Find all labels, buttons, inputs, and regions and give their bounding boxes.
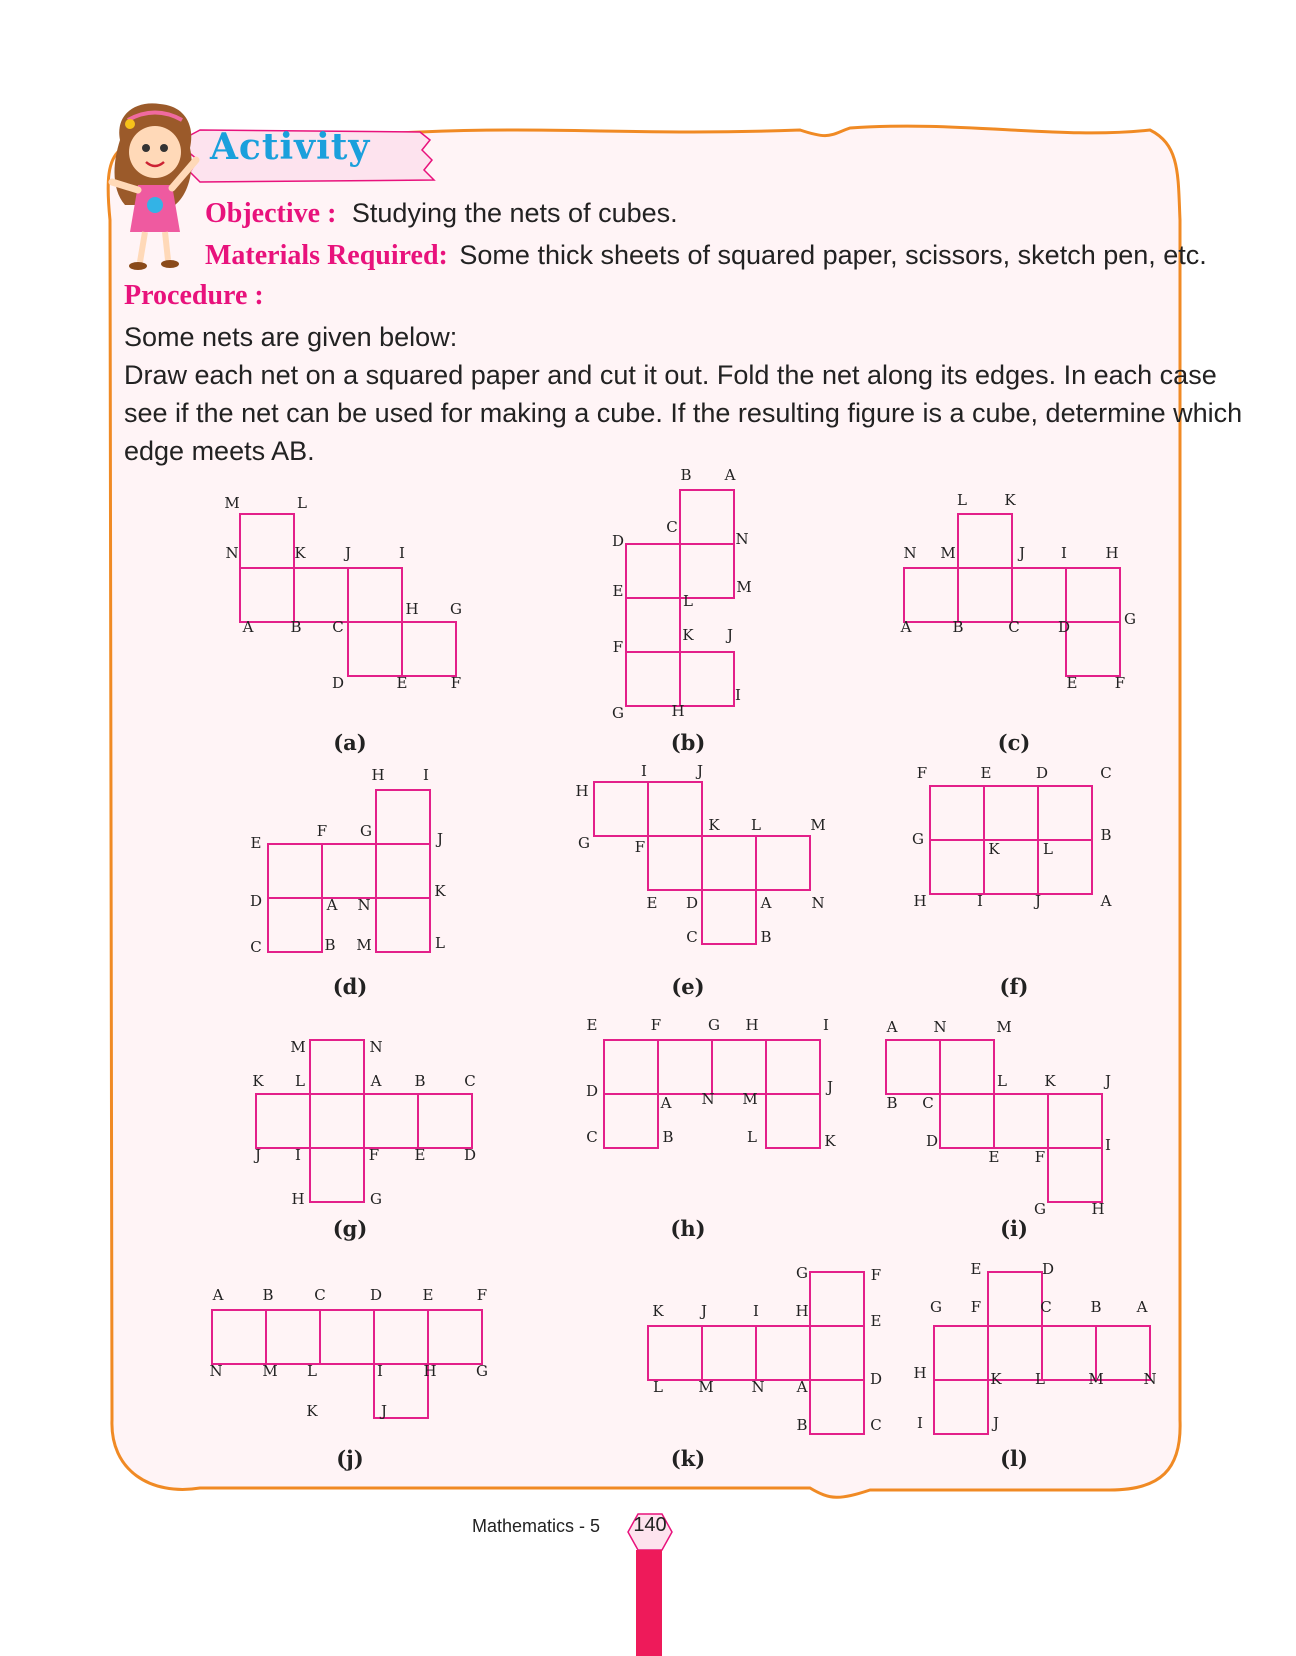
net-square	[268, 898, 322, 952]
net-caption: (i)	[1000, 1216, 1028, 1241]
net-square	[348, 622, 402, 676]
vertex-label: L	[747, 1128, 757, 1146]
vertex-label: F	[316, 822, 328, 840]
net-square	[266, 1310, 320, 1364]
vertex-label: K	[1004, 491, 1016, 509]
vertex-label: C	[1008, 618, 1020, 636]
vertex-label: A	[660, 1094, 672, 1112]
intro-text: Some nets are given below:	[124, 322, 458, 352]
vertex-label: B	[324, 936, 336, 954]
vertex-label: F	[368, 1146, 380, 1164]
vertex-label: M	[262, 1362, 278, 1380]
net-j	[209, 1286, 488, 1471]
net-square	[1066, 622, 1120, 676]
vertex-label: I	[753, 1302, 759, 1320]
vertex-label: K	[294, 544, 306, 562]
vertex-label: M	[698, 1378, 714, 1396]
net-square	[930, 786, 984, 840]
net-square	[1012, 568, 1066, 622]
vertex-label: J	[826, 1078, 834, 1096]
net-square	[702, 890, 756, 944]
net-square	[604, 1094, 658, 1148]
vertex-label: D	[1035, 764, 1049, 782]
net-square	[256, 1094, 310, 1148]
net-b	[612, 466, 752, 755]
net-square	[322, 844, 376, 898]
vertex-label: J	[726, 626, 734, 644]
page-number: 140	[633, 1514, 667, 1536]
vertex-label: F	[1114, 674, 1126, 692]
vertex-label: D	[685, 894, 699, 912]
vertex-label: H	[575, 782, 589, 800]
vertex-label: F	[970, 1298, 982, 1316]
vertex-label: N	[903, 544, 917, 562]
vertex-label: C	[686, 928, 698, 946]
vertex-label: G	[912, 830, 924, 848]
net-d	[250, 766, 446, 999]
net-square	[988, 1272, 1042, 1326]
vertex-label: L	[1043, 840, 1053, 858]
vertex-label: K	[652, 1302, 664, 1320]
vertex-label: F	[634, 838, 646, 856]
net-square	[376, 844, 430, 898]
vertex-label: M	[356, 936, 372, 954]
vertex-label: J	[1034, 892, 1042, 910]
vertex-label: L	[297, 494, 307, 512]
vertex-label: K	[708, 816, 720, 834]
vertex-label: G	[1034, 1200, 1046, 1218]
net-square	[984, 786, 1038, 840]
vertex-label: A	[724, 466, 736, 484]
vertex-label: L	[435, 934, 445, 952]
vertex-label: C	[586, 1128, 598, 1146]
vertex-label: H	[913, 892, 927, 910]
vertex-label: G	[612, 704, 624, 722]
vertex-label: K	[824, 1132, 836, 1150]
vertex-label: B	[414, 1072, 426, 1090]
vertex-label: J	[1104, 1072, 1112, 1090]
vertex-label: K	[988, 840, 1000, 858]
vertex-label: H	[745, 1016, 759, 1034]
vertex-label: D	[611, 532, 625, 550]
net-square	[376, 898, 430, 952]
vertex-label: E	[1066, 674, 1078, 692]
vertex-label: A	[760, 894, 772, 912]
vertex-label: N	[209, 1362, 223, 1380]
vertex-label: M	[810, 816, 826, 834]
vertex-label: K	[990, 1370, 1002, 1388]
net-square	[1038, 786, 1092, 840]
net-square	[940, 1040, 994, 1094]
vertex-label: N	[751, 1378, 765, 1396]
vertex-label: G	[370, 1190, 382, 1208]
instruction-line-3: edge meets AB.	[124, 436, 315, 466]
vertex-label: N	[225, 544, 239, 562]
net-square	[626, 652, 680, 706]
net-square	[958, 514, 1012, 568]
vertex-label: L	[295, 1072, 305, 1090]
vertex-label: G	[360, 822, 372, 840]
net-caption: (f)	[999, 974, 1029, 999]
net-caption: (e)	[671, 974, 705, 999]
vertex-label: F	[1034, 1148, 1046, 1166]
vertex-label: C	[870, 1416, 882, 1434]
net-square	[934, 1380, 988, 1434]
vertex-label: E	[646, 894, 658, 912]
vertex-label: I	[641, 762, 647, 780]
vertex-label: D	[369, 1286, 383, 1304]
net-square	[680, 652, 734, 706]
vertex-label: G	[1124, 610, 1136, 628]
vertex-label: F	[870, 1266, 882, 1284]
vertex-label: I	[423, 766, 429, 784]
vertex-label: B	[290, 618, 302, 636]
net-e	[575, 762, 825, 999]
vertex-label: M	[224, 494, 240, 512]
materials-label: Materials Required:	[205, 240, 448, 271]
net-square	[402, 622, 456, 676]
vertex-label: I	[917, 1414, 923, 1432]
net-square	[1066, 568, 1120, 622]
vertex-label: N	[1143, 1370, 1157, 1388]
vertex-label: E	[612, 582, 624, 600]
vertex-label: C	[250, 938, 262, 956]
net-a	[224, 494, 462, 755]
vertex-label: F	[476, 1286, 488, 1304]
vertex-label: A	[370, 1072, 382, 1090]
vertex-label: C	[922, 1094, 934, 1112]
net-square	[940, 1094, 994, 1148]
vertex-label: J	[344, 544, 352, 562]
vertex-label: K	[306, 1402, 318, 1420]
vertex-label: A	[1100, 892, 1112, 910]
vertex-label: K	[434, 882, 446, 900]
net-square	[376, 790, 430, 844]
net-square	[240, 568, 294, 622]
vertex-label: N	[357, 896, 371, 914]
vertex-label: B	[886, 1094, 898, 1112]
net-caption: (d)	[332, 974, 368, 999]
vertex-label: H	[423, 1362, 437, 1380]
net-square	[594, 782, 648, 836]
net-square	[310, 1040, 364, 1094]
net-square	[364, 1094, 418, 1148]
vertex-label: C	[332, 618, 344, 636]
net-square	[934, 1326, 988, 1380]
net-square	[994, 1094, 1048, 1148]
vertex-label: D	[463, 1146, 477, 1164]
vertex-label: F	[916, 764, 928, 782]
net-square	[712, 1040, 766, 1094]
net-h	[586, 1016, 836, 1241]
net-square	[604, 1040, 658, 1094]
net-caption: (h)	[670, 1216, 706, 1241]
vertex-label: J	[696, 762, 704, 780]
vertex-label: F	[612, 638, 624, 656]
vertex-label: A	[326, 896, 338, 914]
instruction-line-1: Draw each net on a squared paper and cut it out. Fold the net along its edges. In each case	[124, 360, 1217, 390]
net-square	[702, 1326, 756, 1380]
vertex-label: E	[396, 674, 408, 692]
vertex-label: L	[957, 491, 967, 509]
vertex-label: C	[1100, 764, 1112, 782]
vertex-label: D	[249, 892, 263, 910]
net-square	[702, 836, 756, 890]
vertex-label: G	[796, 1264, 808, 1282]
vertex-label: N	[701, 1090, 715, 1108]
net-square	[886, 1040, 940, 1094]
net-square	[766, 1040, 820, 1094]
vertex-label: I	[977, 892, 983, 910]
net-square	[1048, 1094, 1102, 1148]
vertex-label: N	[369, 1038, 383, 1056]
vertex-label: G	[450, 600, 462, 618]
procedure-label: Procedure :	[124, 280, 264, 311]
vertex-label: J	[700, 1302, 708, 1320]
vertex-label: E	[250, 834, 262, 852]
vertex-label: D	[925, 1132, 939, 1150]
net-square	[348, 568, 402, 622]
vertex-label: I	[295, 1146, 301, 1164]
vertex-label: B	[1100, 826, 1112, 844]
net-square	[648, 1326, 702, 1380]
vertex-label: I	[399, 544, 405, 562]
objective-label: Objective :	[205, 198, 337, 229]
vertex-label: H	[671, 702, 685, 720]
net-g	[252, 1038, 476, 1241]
vertex-label: E	[422, 1286, 434, 1304]
vertex-label: E	[414, 1146, 426, 1164]
vertex-label: E	[980, 764, 992, 782]
vertex-label: L	[1035, 1370, 1045, 1388]
net-caption: (k)	[670, 1446, 706, 1471]
net-square	[680, 544, 734, 598]
vertex-label: J	[436, 830, 444, 848]
objective-text: Studying the nets of cubes.	[351, 198, 678, 228]
net-square	[930, 840, 984, 894]
net-square	[756, 1326, 810, 1380]
vertex-label: M	[736, 578, 752, 596]
net-l	[913, 1260, 1156, 1471]
vertex-label: H	[291, 1190, 305, 1208]
vertex-label: L	[751, 816, 761, 834]
net-square	[310, 1148, 364, 1202]
vertex-label: E	[988, 1148, 1000, 1166]
net-square	[626, 544, 680, 598]
net-k	[648, 1264, 882, 1471]
vertex-label: M	[996, 1018, 1012, 1036]
vertex-label: K	[252, 1072, 264, 1090]
vertex-label: L	[683, 592, 693, 610]
vertex-label: J	[254, 1146, 262, 1164]
net-square	[680, 490, 734, 544]
net-square	[428, 1310, 482, 1364]
net-i	[886, 1018, 1111, 1241]
vertex-label: B	[662, 1128, 674, 1146]
vertex-label: B	[760, 928, 772, 946]
activity-title: Activity	[210, 126, 371, 168]
vertex-label: K	[1044, 1072, 1056, 1090]
net-square	[294, 568, 348, 622]
instruction-line-2: see if the net can be used for making a cube. If the resulting figure is a cube, determine which	[124, 398, 1243, 428]
net-square	[212, 1310, 266, 1364]
vertex-label: I	[735, 686, 741, 704]
net-square	[904, 568, 958, 622]
materials-text: Some thick sheets of squared paper, scissors, sketch pen, etc.	[459, 240, 1207, 270]
vertex-label: C	[1040, 1298, 1052, 1316]
vertex-label: I	[823, 1016, 829, 1034]
vertex-label: I	[1061, 544, 1067, 562]
net-square	[418, 1094, 472, 1148]
vertex-label: G	[708, 1016, 720, 1034]
vertex-label: J	[380, 1402, 388, 1420]
net-caption: (c)	[997, 730, 1031, 755]
net-caption: (a)	[333, 730, 367, 755]
vertex-label: H	[1105, 544, 1119, 562]
vertex-label: B	[262, 1286, 274, 1304]
vertex-label: A	[242, 618, 254, 636]
net-square	[766, 1094, 820, 1148]
net-square	[810, 1272, 864, 1326]
vertex-label: G	[476, 1362, 488, 1380]
net-square	[320, 1310, 374, 1364]
vertex-label: H	[795, 1302, 809, 1320]
vertex-label: F	[650, 1016, 662, 1034]
net-caption: (b)	[670, 730, 706, 755]
vertex-label: C	[314, 1286, 326, 1304]
vertex-label: H	[371, 766, 385, 784]
vertex-label: D	[331, 674, 345, 692]
vertex-label: D	[1041, 1260, 1055, 1278]
net-square	[810, 1380, 864, 1434]
net-c	[900, 491, 1136, 755]
vertex-label: E	[586, 1016, 598, 1034]
vertex-label: D	[585, 1082, 599, 1100]
vertex-label: C	[464, 1072, 476, 1090]
vertex-label: F	[450, 674, 462, 692]
vertex-label: B	[796, 1416, 808, 1434]
net-square	[1048, 1148, 1102, 1202]
vertex-label: G	[930, 1298, 942, 1316]
footer-subject: Mathematics - 5	[472, 1516, 601, 1536]
vertex-label: D	[1057, 618, 1071, 636]
vertex-label: L	[653, 1378, 663, 1396]
vertex-label: A	[1136, 1298, 1148, 1316]
net-square	[810, 1326, 864, 1380]
net-caption: (j)	[336, 1446, 364, 1471]
vertex-label: L	[997, 1072, 1007, 1090]
vertex-label: H	[913, 1364, 927, 1382]
net-caption: (l)	[1000, 1446, 1028, 1471]
vertex-label: N	[811, 894, 825, 912]
vertex-label: I	[1105, 1136, 1111, 1154]
net-square	[648, 782, 702, 836]
vertex-label: B	[952, 618, 964, 636]
vertex-label: I	[377, 1362, 383, 1380]
net-square	[658, 1040, 712, 1094]
net-square	[648, 836, 702, 890]
vertex-label: A	[212, 1286, 224, 1304]
net-square	[1096, 1326, 1150, 1380]
vertex-label: K	[682, 626, 694, 644]
vertex-label: M	[1088, 1370, 1104, 1388]
vertex-label: M	[290, 1038, 306, 1056]
vertex-label: N	[735, 530, 749, 548]
vertex-label: E	[870, 1312, 882, 1330]
vertex-label: H	[1091, 1200, 1105, 1218]
vertex-label: N	[933, 1018, 947, 1036]
vertex-label: G	[578, 834, 590, 852]
vertex-label: A	[900, 618, 912, 636]
vertex-label: J	[1018, 544, 1026, 562]
net-square	[756, 836, 810, 890]
vertex-label: B	[1090, 1298, 1102, 1316]
net-square	[310, 1094, 364, 1148]
vertex-label: M	[940, 544, 956, 562]
net-square	[374, 1310, 428, 1364]
net-square	[268, 844, 322, 898]
vertex-label: M	[742, 1090, 758, 1108]
vertex-label: E	[970, 1260, 982, 1278]
vertex-label: A	[796, 1378, 808, 1396]
vertex-label: A	[886, 1018, 898, 1036]
net-caption: (g)	[332, 1216, 368, 1241]
net-square	[958, 568, 1012, 622]
net-square	[240, 514, 294, 568]
vertex-label: J	[992, 1414, 1000, 1432]
vertex-label: C	[666, 518, 678, 536]
net-square	[626, 598, 680, 652]
vertex-label: B	[680, 466, 692, 484]
net-f	[912, 764, 1112, 999]
vertex-label: H	[405, 600, 419, 618]
vertex-label: D	[869, 1370, 883, 1388]
vertex-label: L	[307, 1362, 317, 1380]
